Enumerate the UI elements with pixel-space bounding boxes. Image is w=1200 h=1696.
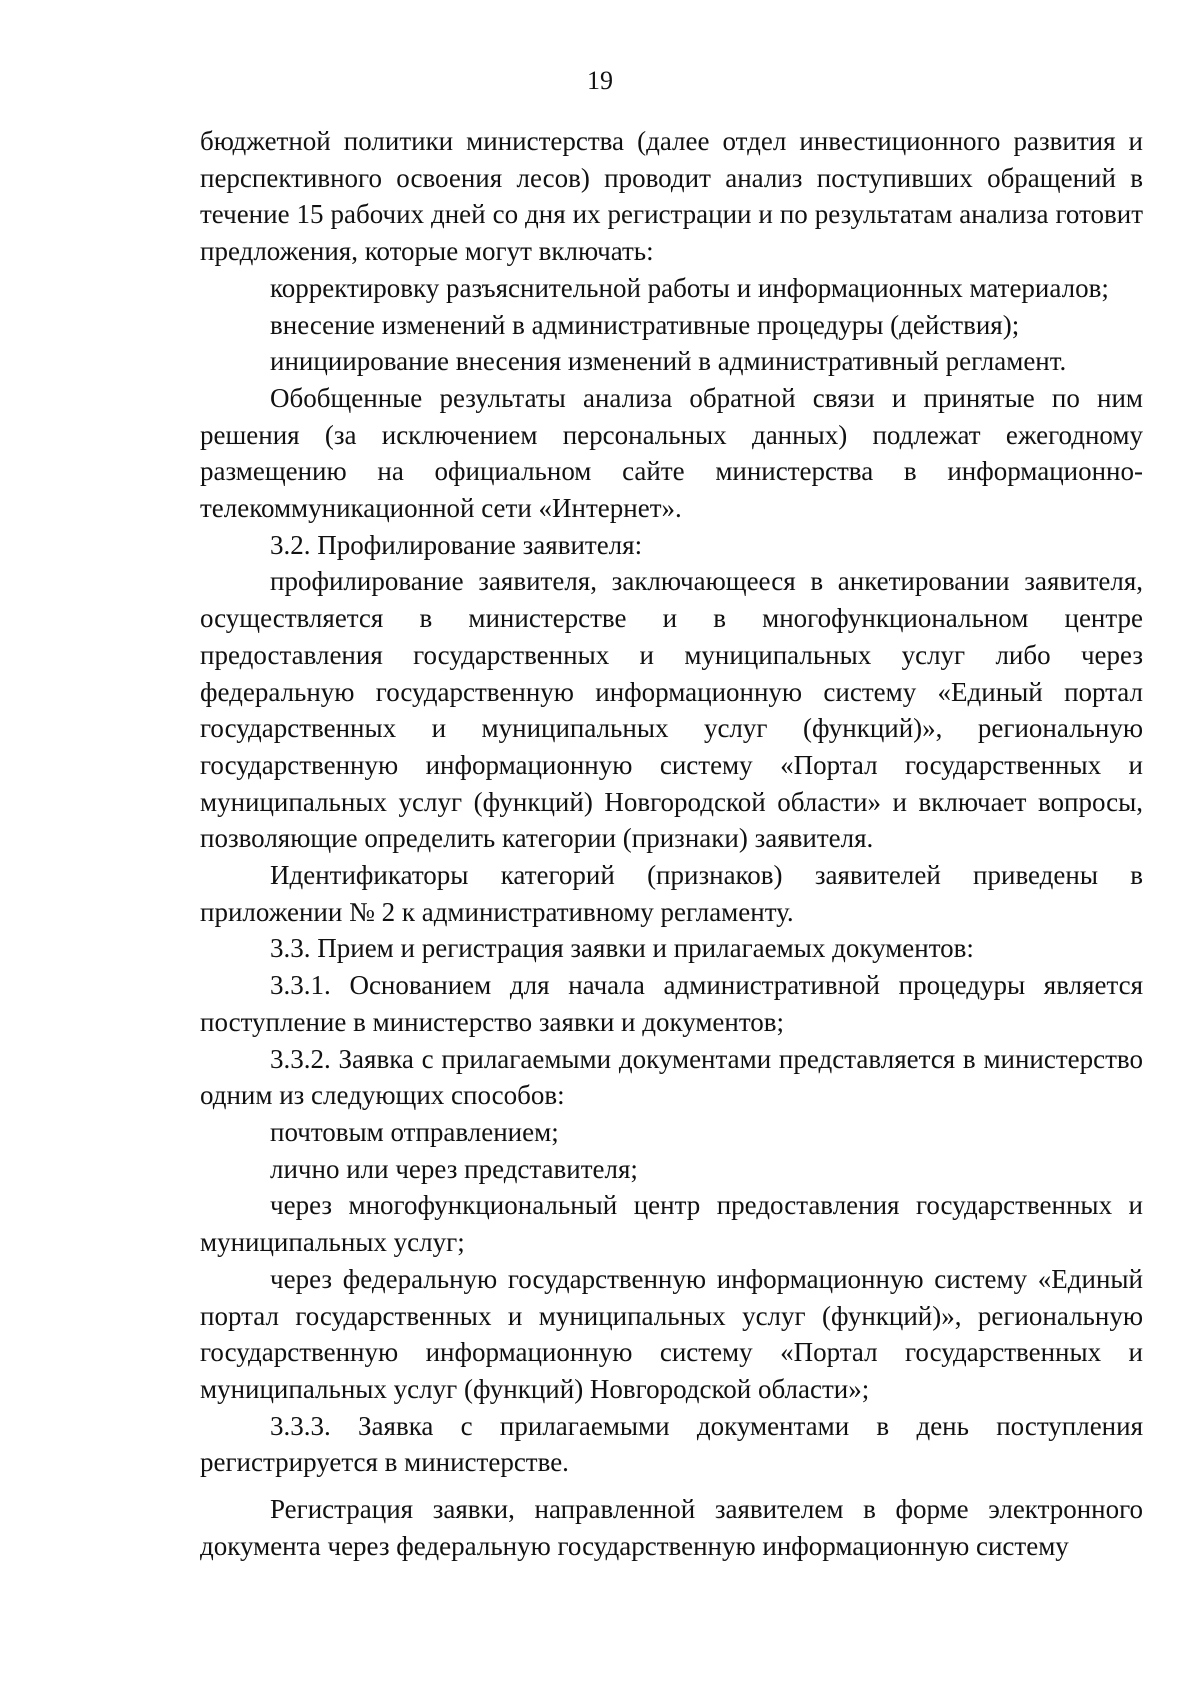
- list-item-in-person: лично или через представителя;: [270, 1153, 638, 1184]
- document-body: [200, 123, 1143, 1564]
- list-item-mfc: через многофункциональный центр предоставления государственных и муниципальных услуг;: [200, 1190, 1143, 1258]
- paragraph-identifiers: Идентификаторы категорий (признаков) заявителей приведены в приложении № 2 к административному регламенту.: [200, 860, 1143, 927]
- list-item-procedure-changes: внесение изменений в административные процедуры (действия);: [270, 309, 1020, 340]
- section-heading-3-3: 3.3. Прием и регистрация заявки и прилагаемых документов:: [270, 933, 974, 964]
- paragraph-analysis: бюджетной политики министерства (далее отдел инвестиционного развития и перспективного освоения лесов) проводит анализ поступивших обращений в течение 15 рабочих дней со дня их регистрации и по результатам анализа готовит предложения, которые могут включать:: [200, 126, 1143, 267]
- list-item-portal: через федеральную государственную информационную систему «Единый портал государственных и муниципальных услуг (функций)», региональную государственную информационную систему «Портал государственных и муниципальных услуг (функций) Новгородской области»;: [200, 1263, 1143, 1404]
- paragraph-results: Обобщенные результаты анализа обратной связи и принятые по ним решения (за исключением персональных данных) подлежат ежегодному размещению на официальном сайте министерства в информационно-телекоммуникационной сети «Интернет».: [200, 382, 1143, 524]
- section-heading-3-2: 3.2. Профилирование заявителя:: [270, 529, 643, 560]
- paragraph-registration: Регистрация заявки, направленной заявителем в форме электронного документа через федеральную государственную информационную систему: [200, 1494, 1143, 1561]
- paragraph-3-3-3: 3.3.3. Заявка с прилагаемыми документами в день поступления регистрируется в министерстве.: [200, 1410, 1143, 1478]
- list-item-mail: почтовым отправлением;: [270, 1116, 559, 1147]
- paragraph-3-3-1: 3.3.1. Основанием для начала административной процедуры является поступление в министерство заявки и документов;: [200, 970, 1143, 1037]
- list-item-adjustment: корректировку разъяснительной работы и информационных материалов;: [270, 272, 1109, 303]
- paragraph-3-3-2: 3.3.2. Заявка с прилагаемыми документами представляется в министерство одним из следующих способов:: [200, 1043, 1143, 1111]
- list-item-regulation-changes: инициирование внесения изменений в административный регламент.: [270, 346, 1067, 377]
- paragraph-profiling: профилирование заявителя, заключающееся в анкетировании заявителя, осуществляется в министерстве и в многофункциональном центре предоставления государственных и муниципальных услуг либо через федеральную государственную информационную систему «Единый портал государственных и муниципальных услуг (функций)», региональную государственную информационную систему «Портал государственных и муниципальных услуг (функций) Новгородской области» и включает вопросы, позволяющие определить категории (признаки) заявителя.: [200, 566, 1143, 854]
- page-number: 19: [587, 66, 613, 95]
